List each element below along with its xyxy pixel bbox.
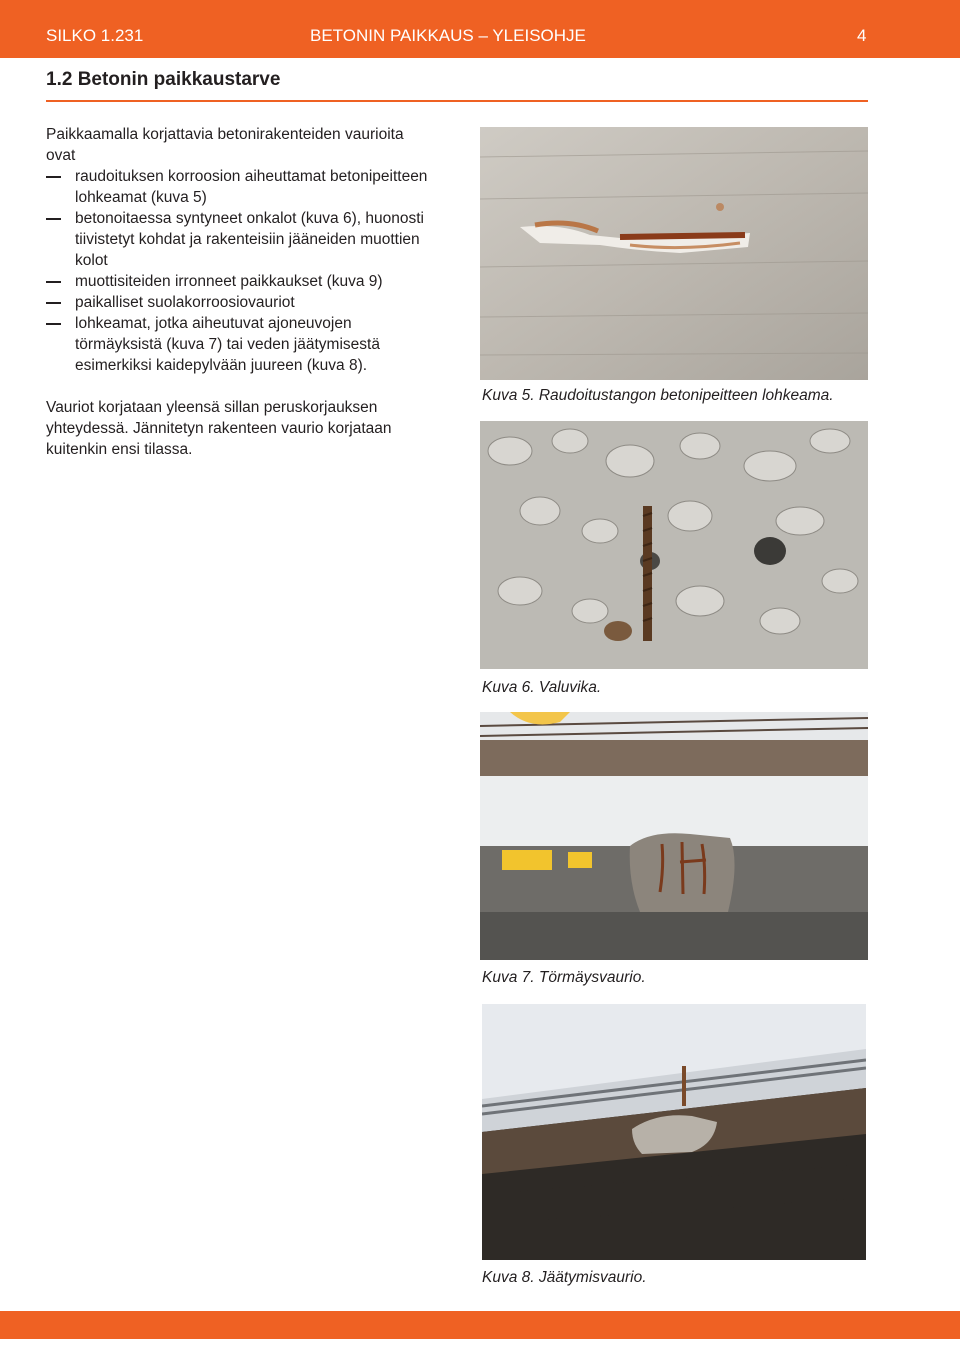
- page-footer: [0, 1311, 960, 1339]
- dash-bullet: [46, 281, 61, 283]
- damage-list: [46, 166, 436, 376]
- section-divider: [46, 100, 868, 102]
- figure-5-photo: [480, 127, 868, 380]
- dash-bullet: [46, 323, 61, 325]
- body-text: [46, 124, 436, 460]
- closing-paragraph: Vauriot korjataan yleensä sillan peruskorjauksen yhteydessä. Jännitetyn rakenteen vaurio korjataan kuitenkin ensi tilassa.: [46, 399, 392, 458]
- dash-bullet: [46, 218, 61, 220]
- figure-8-photo: [482, 1004, 866, 1260]
- figure-8-caption: Kuva 8. Jäätymisvaurio.: [482, 1269, 647, 1286]
- list-item: raudoituksen korroosion aiheuttamat betonipeitteen lohkeamat (kuva 5): [46, 166, 436, 208]
- document-code: SILKO 1.231: [46, 26, 144, 45]
- intro-paragraph: Paikkaamalla korjattavia betonirakenteiden vaurioita ovat: [46, 126, 404, 164]
- section-title: 1.2 Betonin paikkaustarve: [46, 69, 281, 90]
- list-item: lohkeamat, jotka aiheutuvat ajoneuvojen törmäyksistä (kuva 7) tai veden jäätymisestä esimerkiksi kaidepylvään juureen (kuva 8).: [46, 313, 436, 376]
- page-number: 4: [857, 26, 867, 45]
- list-item: muottisiteiden irronneet paikkaukset (kuva 9): [46, 271, 436, 292]
- document-title: BETONIN PAIKKAUS – YLEISOHJE: [310, 26, 586, 45]
- dash-bullet: [46, 176, 61, 178]
- list-item: betonoitaessa syntyneet onkalot (kuva 6), huonosti tiivistetyt kohdat ja rakenteisiin jääneiden muottien kolot: [46, 208, 436, 271]
- figure-6-caption: Kuva 6. Valuvika.: [482, 679, 602, 696]
- figure-6-photo: [480, 421, 868, 669]
- list-item: paikalliset suolakorroosiovauriot: [46, 292, 436, 313]
- figure-7-caption: Kuva 7. Törmäysvaurio.: [482, 969, 646, 986]
- dash-bullet: [46, 302, 61, 304]
- figure-5-caption: Kuva 5. Raudoitustangon betonipeitteen lohkeama.: [482, 387, 834, 404]
- page-header: [0, 0, 960, 58]
- figure-7-photo: [480, 712, 868, 960]
